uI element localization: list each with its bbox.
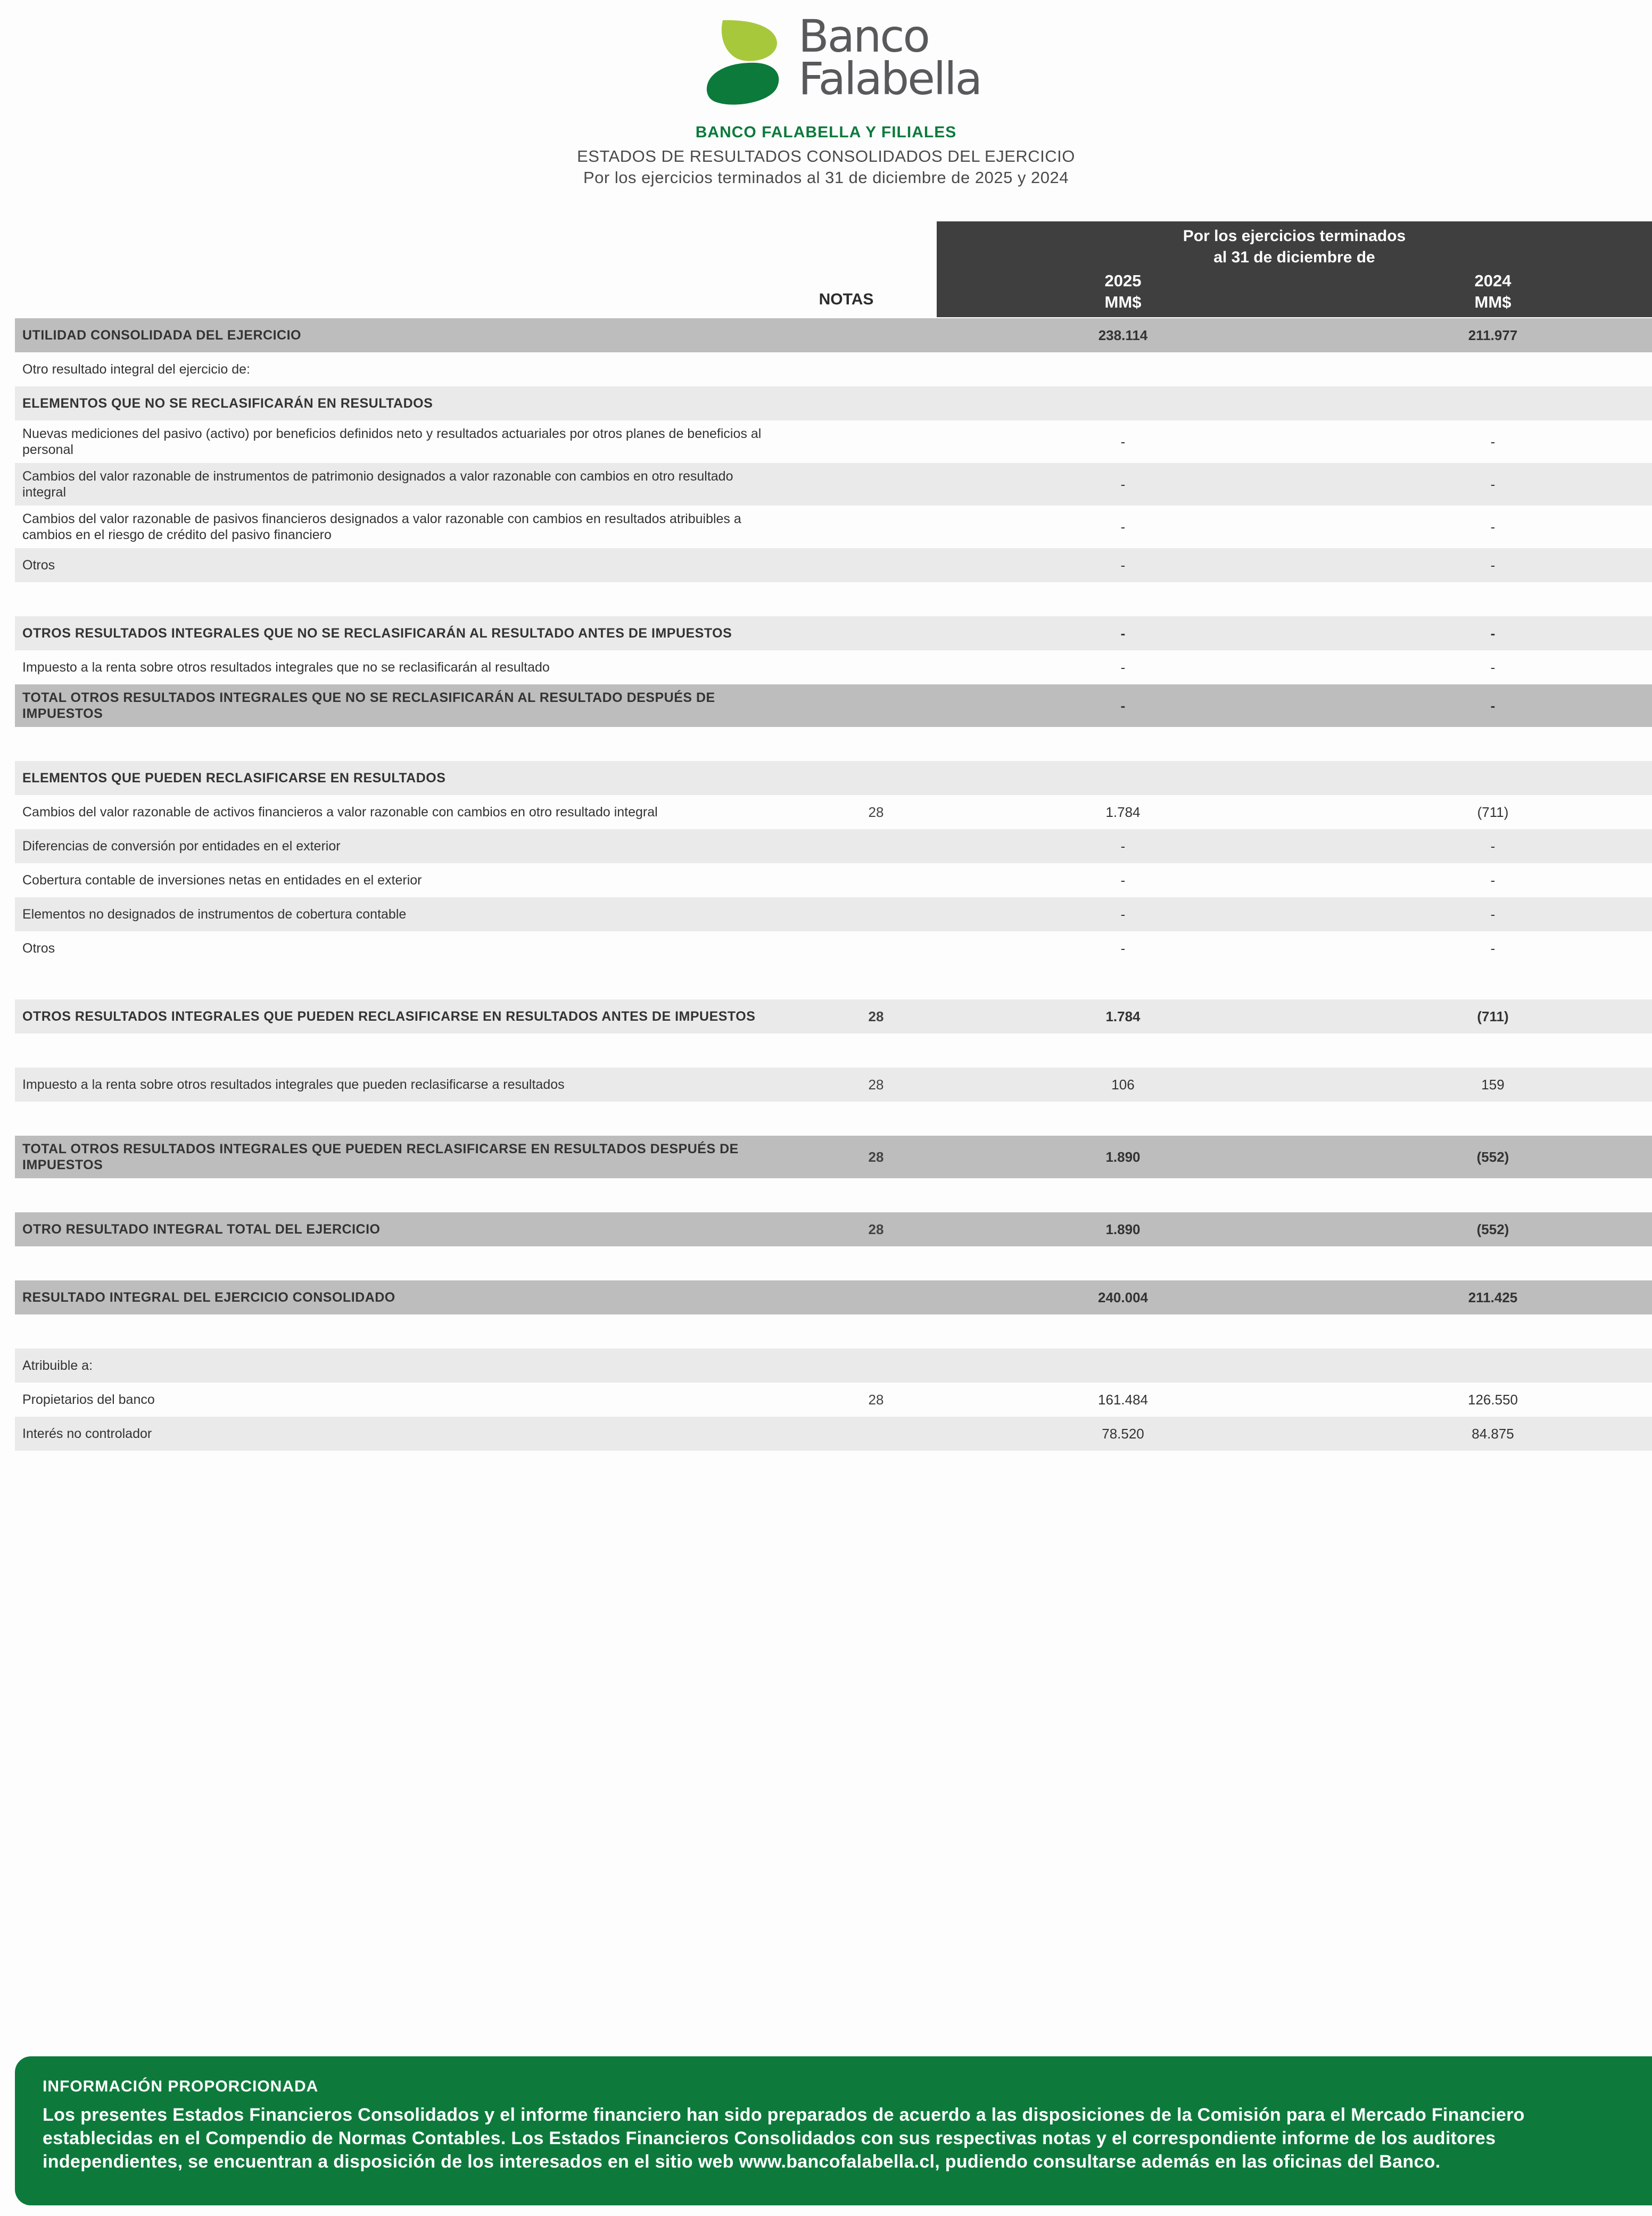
row-value-2025: - [1120, 940, 1126, 956]
table-row [15, 965, 1652, 999]
table-row [15, 727, 1652, 761]
row-value-2025: - [1120, 697, 1126, 714]
info-footer [15, 2056, 1652, 2205]
row-label: Impuesto a la renta sobre otros resultados integrales que pueden reclasificarse a resultados [22, 1077, 565, 1092]
table-row [15, 1136, 1652, 1178]
row-label: Impuesto a la renta sobre otros resultados integrales que no se reclasificarán al resultado [22, 660, 550, 675]
row-label: Propietarios del banco [22, 1392, 155, 1407]
table-row [15, 506, 1652, 548]
period-header-text: Por los ejercicios terminados al 31 de diciembre de [1183, 227, 1406, 266]
footer-text: Los presentes Estados Financieros Consolidados y el informe financiero han sido preparados de acuerdo a las disposiciones de la Comisión para el Mercado Financiero establecidas en el Compendio de Normas Contables. Los Estados Financieros Consolidados con sus respectivas notas y el correspondiente informe de los auditores independientes, se encuentran a disposición de los interesados en el sitio web www.bancofalabella.cl, pudiendo consultarse además en las oficinas del Banco. [43, 2105, 1525, 2172]
period-column-header [937, 221, 1652, 317]
row-value-2024: - [1490, 433, 1496, 450]
row-label: UTILIDAD CONSOLIDADA DEL EJERCICIO [22, 328, 301, 343]
row-label: RESULTADO INTEGRAL DEL EJERCICIO CONSOLIDADO [22, 1290, 395, 1305]
logo-text-banco: Banco [798, 10, 929, 62]
row-label: TOTAL OTROS RESULTADOS INTEGRALES QUE NO SE RECLASIFICARÁN AL RESULTADO DESPUÉS DE IMPUESTOS [22, 690, 715, 721]
row-value-2024: - [1490, 906, 1496, 922]
table-row [15, 386, 1652, 420]
row-label: ELEMENTOS QUE PUEDEN RECLASIFICARSE EN RESULTADOS [22, 771, 446, 785]
table-row [15, 650, 1652, 684]
row-label: Otros [22, 558, 55, 573]
row-note: 28 [868, 1391, 884, 1408]
table-row [15, 352, 1652, 386]
row-value-2024: - [1490, 659, 1496, 675]
year-2024-header: 2024 MM$ [1474, 271, 1511, 311]
row-value-2025: 1.784 [1105, 804, 1141, 820]
row-value-2024: - [1490, 476, 1496, 492]
table-row [15, 318, 1652, 352]
table-row [15, 795, 1652, 829]
table-row [15, 863, 1652, 897]
row-label: OTROS RESULTADOS INTEGRALES QUE PUEDEN RECLASIFICARSE EN RESULTADOS ANTES DE IMPUESTOS [22, 1009, 756, 1024]
row-value-2024: (552) [1476, 1221, 1509, 1237]
statement-title: ESTADOS DE RESULTADOS CONSOLIDADOS DEL EJERCICIO [577, 147, 1075, 166]
logo-text-falabella: Falabella [798, 53, 981, 105]
row-value-2024: - [1490, 518, 1496, 535]
statement-table [15, 318, 1652, 1451]
row-label: Cobertura contable de inversiones netas en entidades en el exterior [22, 873, 422, 888]
row-value-2025: - [1120, 838, 1126, 854]
table-row [15, 582, 1652, 616]
row-label: Otros [22, 941, 55, 956]
row-value-2024: 126.550 [1468, 1391, 1518, 1408]
row-label: OTROS RESULTADOS INTEGRALES QUE NO SE RECLASIFICARÁN AL RESULTADO ANTES DE IMPUESTOS [22, 626, 732, 641]
row-value-2024: - [1490, 838, 1496, 854]
row-value-2025: - [1120, 518, 1126, 535]
row-value-2025: - [1120, 906, 1126, 922]
table-row [15, 548, 1652, 582]
table-row [15, 1314, 1652, 1349]
row-label: Nuevas mediciones del pasivo (activo) por beneficios definidos neto y resultados actuariales por otros planes de beneficios al personal [22, 426, 762, 457]
table-row [15, 931, 1652, 965]
table-row [15, 1212, 1652, 1246]
row-value-2024: - [1490, 940, 1496, 956]
row-label: Atribuible a: [22, 1358, 93, 1373]
table-row [15, 1102, 1652, 1136]
row-value-2024: (711) [1477, 1008, 1509, 1024]
table-row [15, 761, 1652, 795]
table-row [15, 1246, 1652, 1280]
row-value-2025: - [1120, 557, 1126, 573]
row-label: OTRO RESULTADO INTEGRAL TOTAL DEL EJERCICIO [22, 1222, 381, 1237]
row-value-2025: - [1120, 433, 1126, 450]
row-note: 28 [868, 1076, 884, 1093]
row-label: Elementos no designados de instrumentos de cobertura contable [22, 907, 407, 922]
table-row [15, 420, 1652, 463]
row-label: Cambios del valor razonable de activos financieros a valor razonable con cambios en otro resultado integral [22, 805, 658, 820]
row-value-2024: 211.425 [1468, 1289, 1518, 1305]
falabella-leaf-icon [703, 17, 793, 108]
row-value-2024: (711) [1477, 804, 1509, 820]
row-label: Interés no controlador [22, 1426, 152, 1441]
notes-column-header: NOTAS [819, 291, 874, 308]
row-label: TOTAL OTROS RESULTADOS INTEGRALES QUE PUEDEN RECLASIFICARSE EN RESULTADOS DESPUÉS DE IMPUESTOS [22, 1142, 739, 1172]
row-value-2025: 238.114 [1098, 327, 1148, 343]
table-row [15, 1033, 1652, 1068]
table-row [15, 684, 1652, 727]
row-value-2025: - [1120, 625, 1126, 641]
row-note: 28 [868, 1148, 884, 1165]
row-value-2024: 84.875 [1472, 1425, 1514, 1442]
table-row [15, 616, 1652, 650]
table-row [15, 1178, 1652, 1212]
row-value-2024: - [1490, 697, 1496, 714]
table-row [15, 999, 1652, 1033]
row-value-2025: - [1120, 476, 1126, 492]
row-value-2024: - [1490, 625, 1496, 641]
row-label: Cambios del valor razonable de pasivos financieros designados a valor razonable con cambios en resultados atribuibles a cambios en el riesgo de crédito del pasivo financiero [22, 511, 741, 542]
table-row [15, 897, 1652, 931]
year-2025-header: 2025 MM$ [1104, 271, 1142, 311]
row-value-2025: 78.520 [1102, 1425, 1144, 1442]
row-value-2025: 240.004 [1098, 1289, 1148, 1305]
table-row [15, 1068, 1652, 1102]
footer-title: INFORMACIÓN PROPORCIONADA [43, 2078, 319, 2095]
statement-period: Por los ejercicios terminados al 31 de diciembre de 2025 y 2024 [583, 168, 1069, 187]
row-value-2024: - [1490, 557, 1496, 573]
table-row [15, 1280, 1652, 1314]
row-label: Otro resultado integral del ejercicio de: [22, 362, 251, 377]
row-value-2025: 106 [1111, 1076, 1135, 1093]
row-value-2025: 1.784 [1105, 1008, 1141, 1024]
company-name: BANCO FALABELLA Y FILIALES [695, 123, 957, 141]
bank-logo [703, 10, 1001, 111]
table-row [15, 1349, 1652, 1383]
row-value-2025: - [1120, 659, 1126, 675]
table-row [15, 463, 1652, 506]
table-row [15, 1383, 1652, 1417]
row-note: 28 [868, 1221, 884, 1237]
row-value-2024: 211.977 [1468, 327, 1518, 343]
row-value-2025: 161.484 [1098, 1391, 1148, 1408]
row-value-2024: - [1490, 872, 1496, 888]
row-value-2025: 1.890 [1105, 1221, 1141, 1237]
row-value-2025: - [1120, 872, 1126, 888]
row-value-2025: 1.890 [1105, 1148, 1141, 1165]
row-note: 28 [868, 1008, 884, 1024]
table-row [15, 829, 1652, 863]
row-value-2024: 159 [1481, 1076, 1505, 1093]
row-note: 28 [868, 804, 884, 820]
row-value-2024: (552) [1476, 1148, 1509, 1165]
row-label: ELEMENTOS QUE NO SE RECLASIFICARÁN EN RESULTADOS [22, 396, 433, 411]
row-label: Diferencias de conversión por entidades en el exterior [22, 839, 341, 854]
table-row [15, 1417, 1652, 1451]
row-label: Cambios del valor razonable de instrumentos de patrimonio designados a valor razonable con cambios en otro resultado integral [22, 469, 733, 500]
